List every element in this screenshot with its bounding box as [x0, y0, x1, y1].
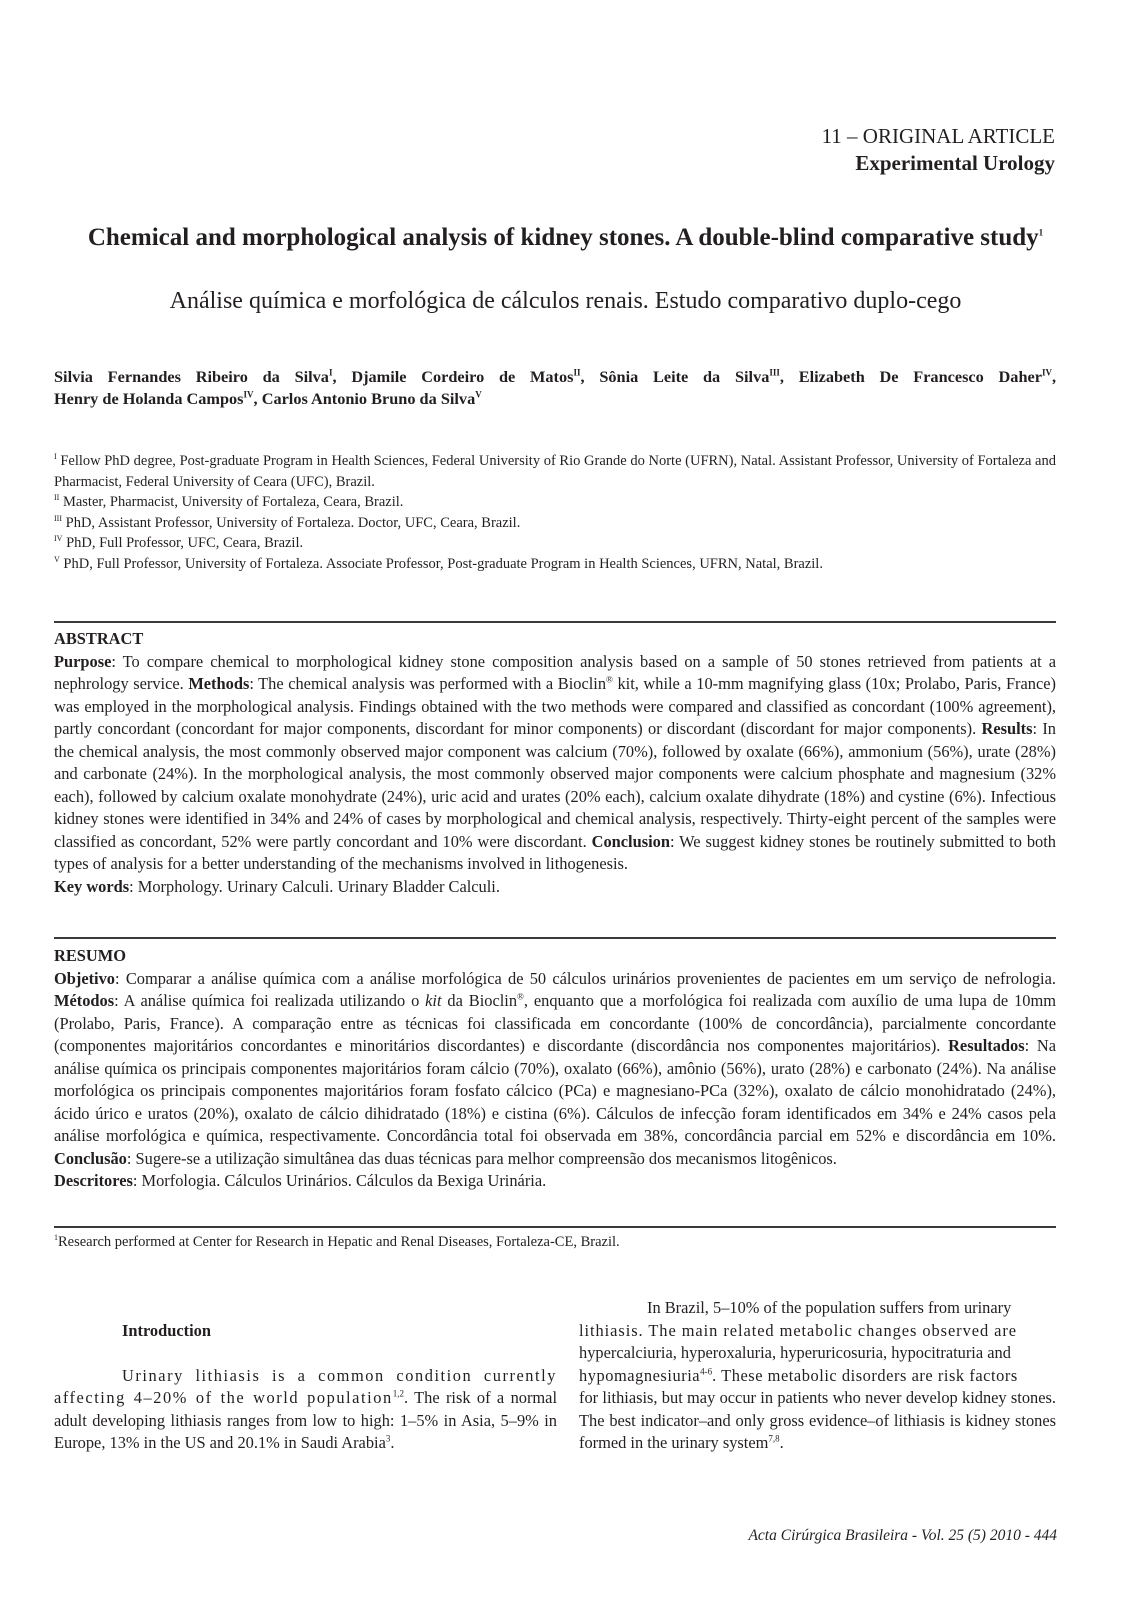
author-line-1: Silvia Fernandes Ribeiro da Silva$^I$, Djamile Cordeiro de Matos$^{II}$, Sônia Leite da Silva$^{III}$, Elizabeth De Francesco Daher$^{IV}$, [54, 367, 1057, 386]
abstract-purpose-label: Purpose [54, 651, 112, 671]
affiliation-mark: IV [54, 534, 63, 544]
resumo-descritores: Descritores: Morfologia. Cálculos Urinários. Cálculos da Bexiga Urinária. [54, 1171, 547, 1190]
resumo-resultados-label: Resultados [948, 1036, 1025, 1055]
author-affiliation-mark: I [328, 367, 333, 378]
author-affiliation-mark: III [769, 367, 780, 378]
citation-ref: 4-6 [700, 1366, 713, 1377]
divider-rule [54, 1226, 1056, 1228]
abstract-body: Purpose: To compare chemical to morphological kidney stone composition analysis based on a sample of 50 stones retrieved from patients at a nephrology service. Methods: The chemical analysis was performed with a Bioclin® kit, while a 10-mm magnifying glass (10x; Prolabo, Paris, France) was employed in the morphological analysis. Findings obtained with the two methods were compared and classified as concordant (100% agreement), partly concordant (concordant for major components, discordant for minor components) or discordant (discordant for major components). Results: In the chemical analysis, the most commonly observed major component was calcium (70%), followed by oxalate (66%), ammonium (56%), urate (28%) and carbonate (24%). In the morphological analysis, the most commonly observed major components were calcium phosphate and magnesium (32% each), followed by calcium oxalate monohydrate (24%), uric acid and urates (20% each), calcium oxalate dihydrate (18%) and cystine (6%). Infectious kidney stones were identified in 34% and 24% of cases by morphological and chemical analysis, respectively. Thirty-eight percent of the samples were classified as concordant, 52% were partly concordant and 10% were discordant. Conclusion: We suggest kidney stones be routinely submitted to both types of analysis for a better understanding of the mechanisms involved in lithogenesis. [54, 651, 1056, 873]
introduction-paragraph-1: Urinary lithiasis is a common condition currently affecting 4–20% of the world population$^{1,2}$. The risk of a normal adult developing lithiasis ranges from low to high: 1–5% in Asia, 5–9% in Europe, 13% in the US and 20.1% in Saudi Arabia$^3$. [54, 1365, 557, 1452]
resumo-metodos-label: Métodos [54, 991, 115, 1010]
resumo-conclusao-label: Conclusão [54, 1148, 127, 1168]
author-name: Henry de Holanda Campos [54, 389, 244, 408]
author-name: Sônia Leite da Silva [599, 367, 770, 386]
citation-ref: 7,8 [768, 1433, 780, 1444]
affiliation-item: $^V$ PhD, Full Professor, University of Fortaleza. Associate Professor, Post-graduate Program in Health Sciences, UFRN, Natal, Brazil. [54, 554, 823, 572]
resumo-body: Objetivo: Comparar a análise química com a análise morfológica de 50 cálculos urinários provenientes de pacientes em um serviço de nefrologia. Métodos: A análise química foi realizada utilizando o kit da Bioclin®, enquanto que a morfológica foi realizada com auxílio de uma lupa de 10mm (Prolabo, Paris, France). A comparação entre as técnicas foi classificada em concordante (100% de concordância), parcialmente concordante (componentes majoritários concordantes e minoritários discordantes) e discordante (discordância nos componentes majoritários). Resultados: Na análise química os principais componentes majoritários foram cálcio (70%), oxalato (66%), amônio (56%), urato (28%) e carbonato (24%). Na análise morfológica os principais componentes majoritários foram fosfato cálcico (PCa) e magnesiano-PCa (32%), oxalato de cálcio monohidratado (24%), ácido úrico e uratos (20%), oxalato de cálcio dihidratado (18%) e cistina (6%). Cálculos de infecção foram identificados em 34% e 24% casos pela análise morfológica e química, respectivamente. Concordância total foi observada em 38%, concordância parcial em 52% e discordância em 10%. Conclusão: Sugere-se a utilização simultânea das duas técnicas para melhor compreensão dos mecanismos litogênicos. [54, 968, 1056, 1168]
research-footnote: $^1$Research performed at Center for Research in Hepatic and Renal Diseases, Fortaleza-CE, Brazil. [54, 1233, 620, 1250]
abstract-heading: ABSTRACT [54, 629, 144, 648]
affiliation-item: $^{II}$ Master, Pharmacist, University of Fortaleza, Ceara, Brazil. [54, 493, 404, 510]
affiliation-mark: II [54, 493, 60, 503]
introduction-paragraph-2: In Brazil, 5–10% of the population suffers from urinary lithiasis. The main related metabolic changes observed are hypercalciuria, hyperoxaluria, hyperuricosuria, hypocitraturia and hypomagnesiuria$^{4-6}$. These metabolic disorders are risk factors for lithiasis, but may occur in patients who never develop kidney stones. The best indicator–and only gross evidence–of lithiasis is kidney stones formed in the urinary system$^{7,8}$. [579, 1298, 1056, 1452]
author-affiliation-mark: V [475, 389, 482, 400]
abstract-keywords: Key words: Morphology. Urinary Calculi. Urinary Bladder Calculi. [54, 876, 500, 896]
body-column-left [54, 1320, 557, 1455]
body-column-right [579, 1297, 1056, 1455]
affiliation-mark: III [54, 513, 62, 523]
affiliation-item: $^{IV}$ PhD, Full Professor, UFC, Ceara, Brazil. [54, 534, 304, 551]
citation-ref: 1,2 [392, 1388, 404, 1399]
article-section-subtitle: Experimental Urology [855, 151, 1055, 175]
resumo-descritores-label: Descritores [54, 1171, 133, 1190]
resumo-objetivo-label: Objetivo [54, 968, 116, 988]
affiliation-item: $^I$ Fellow PhD degree, Post-graduate Program in Health Sciences, Federal University of Rio Grande do Norte (UFRN), Natal. Assistant Professor, University of Fortaleza and Pharmacist, Federal University of Ceara (UFC), Brazil. [54, 452, 1056, 490]
abstract-conclusion-label: Conclusion [591, 831, 670, 851]
journal-footer: Acta Cirúrgica Brasileira - Vol. 25 (5) 2010 - 444 [748, 1527, 1057, 1544]
author-name: Djamile Cordeiro de Matos [351, 367, 574, 386]
divider-rule [54, 621, 1056, 623]
article-section-label: 11 – ORIGINAL ARTICLE [821, 124, 1055, 148]
resumo-section [54, 945, 1056, 1193]
affiliations-list [54, 451, 1056, 574]
abstract-section [54, 628, 1056, 898]
abstract-methods-label: Methods [188, 674, 250, 693]
abstract-results-label: Results [981, 719, 1033, 738]
resumo-heading: RESUMO [54, 946, 126, 965]
author-name: Carlos Antonio Bruno da Silva [261, 389, 476, 408]
author-name: Silvia Fernandes Ribeiro da Silva [54, 367, 329, 386]
citation-ref: 3 [385, 1433, 391, 1444]
author-name: Elizabeth De Francesco Daher [798, 367, 1042, 386]
author-line-2: Henry de Holanda Campos$^{IV}$, Carlos Antonio Bruno da Silva$^V$ [54, 389, 482, 408]
author-list [54, 366, 1056, 410]
abstract-keywords-label: Key words [54, 876, 130, 896]
article-title [40, 224, 1091, 252]
affiliation-mark: V [54, 554, 60, 564]
article-title-text: Chemical and morphological analysis of kidney stones. A double-blind comparative study [87, 224, 1039, 251]
article-title-translated: Análise química e morfológica de cálculos renais. Estudo comparativo duplo-cego [169, 288, 962, 314]
title-footnote-mark: 1 [1038, 227, 1044, 238]
divider-rule [54, 937, 1056, 939]
author-affiliation-mark: IV [243, 389, 254, 400]
footnote-mark: 1 [54, 1233, 58, 1243]
introduction-heading: Introduction [122, 1321, 211, 1340]
author-affiliation-mark: IV [1041, 367, 1052, 378]
affiliation-item: $^{III}$ PhD, Assistant Professor, University of Fortaleza. Doctor, UFC, Ceara, Brazil. [54, 513, 521, 531]
author-affiliation-mark: II [573, 367, 581, 378]
affiliation-mark: I [54, 452, 57, 462]
